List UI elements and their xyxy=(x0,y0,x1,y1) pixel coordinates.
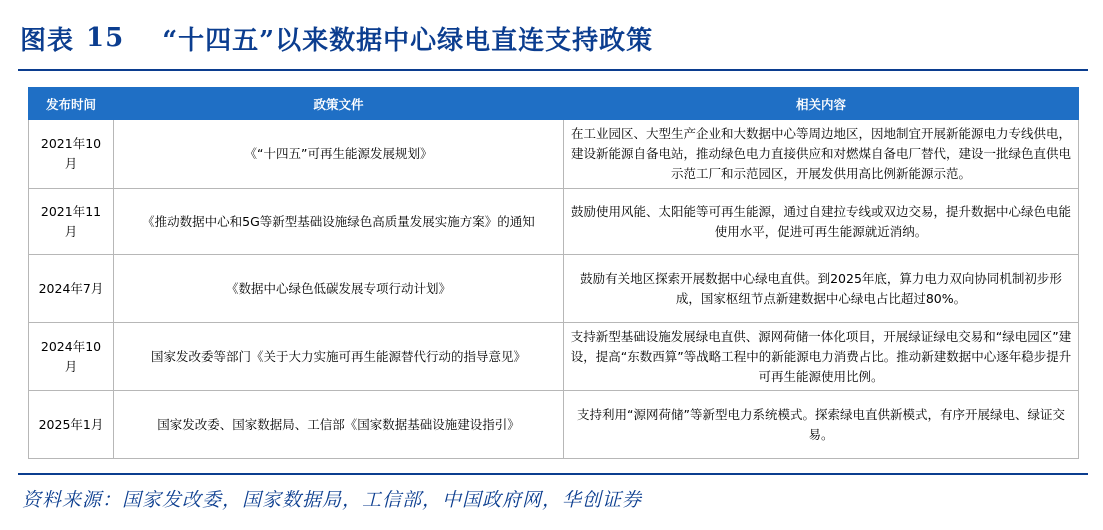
cell-document: 《推动数据中心和5G等新型基础设施绿色高质量发展实施方案》的通知 xyxy=(114,189,564,255)
cell-document: 《数据中心绿色低碳发展专项行动计划》 xyxy=(114,255,564,323)
table-row xyxy=(29,323,1079,391)
cell-content: 鼓励使用风能、太阳能等可再生能源，通过自建拉专线或双边交易，提升数据中心绿色电能使用水平，促进可再生能源就近消纳。 xyxy=(564,189,1079,255)
table-row xyxy=(29,391,1079,459)
top-divider xyxy=(18,69,1088,71)
column-header-content: 相关内容 xyxy=(564,88,1079,120)
figure-label: 图表 xyxy=(20,25,75,56)
figure-title xyxy=(20,18,653,58)
cell-date: 2024年10月 xyxy=(29,323,114,391)
column-header-date: 发布时间 xyxy=(29,88,114,120)
cell-date: 2021年10月 xyxy=(29,120,114,189)
cell-content: 支持利用“源网荷储”等新型电力系统模式。探索绿电直供新模式，有序开展绿电、绿证交易。 xyxy=(564,391,1079,459)
cell-document: 《“十四五”可再生能源发展规划》 xyxy=(114,120,564,189)
figure-number: 15 xyxy=(86,23,125,53)
bottom-divider xyxy=(18,473,1088,475)
cell-date: 2021年11月 xyxy=(29,189,114,255)
table-row xyxy=(29,189,1079,255)
table-row xyxy=(29,120,1079,189)
policy-table xyxy=(28,87,1079,459)
table-row xyxy=(29,255,1079,323)
cell-content: 在工业园区、大型生产企业和大数据中心等周边地区，因地制宜开展新能源电力专线供电，建设新能源自备电站，推动绿色电力直接供应和对燃煤自备电厂替代，建设一批绿色直供电示范工厂和示范园区，开展发供用高比例新能源示范。 xyxy=(564,120,1079,189)
source-note: 资料来源：国家发改委，国家数据局，工信部，中国政府网，华创证券 xyxy=(22,488,643,511)
cell-date: 2025年1月 xyxy=(29,391,114,459)
cell-document: 国家发改委、国家数据局、工信部《国家数据基础设施建设指引》 xyxy=(114,391,564,459)
cell-content: 支持新型基础设施发展绿电直供、源网荷储一体化项目，开展绿证绿电交易和“绿电园区”建设，提高“东数西算”等战略工程中的新能源电力消费占比。推动新建数据中心逐年稳步提升可再生能源使用比例。 xyxy=(564,323,1079,391)
figure-title-text: “十四五”以来数据中心绿电直连支持政策 xyxy=(162,25,654,56)
table-header-row xyxy=(29,88,1079,120)
cell-date: 2024年7月 xyxy=(29,255,114,323)
column-header-document: 政策文件 xyxy=(114,88,564,120)
cell-document: 国家发改委等部门《关于大力实施可再生能源替代行动的指导意见》 xyxy=(114,323,564,391)
cell-content: 鼓励有关地区探索开展数据中心绿电直供。到2025年底，算力电力双向协同机制初步形成，国家枢纽节点新建数据中心绿电占比超过80%。 xyxy=(564,255,1079,323)
